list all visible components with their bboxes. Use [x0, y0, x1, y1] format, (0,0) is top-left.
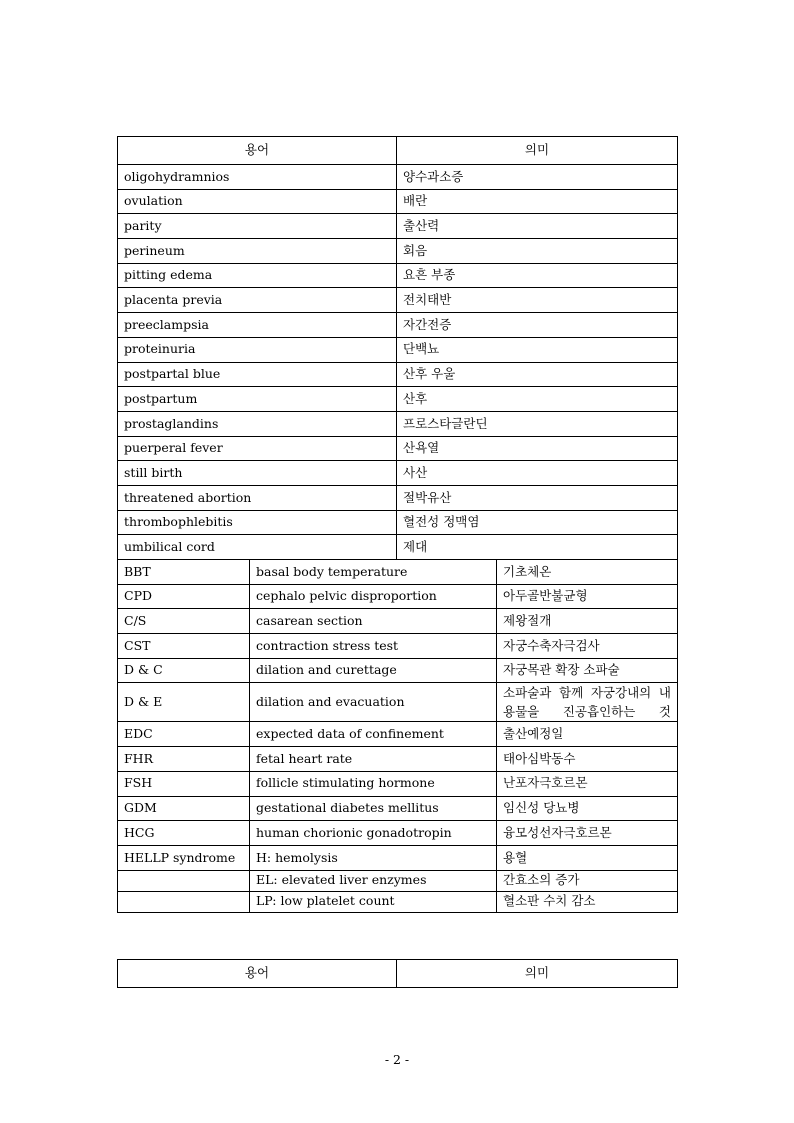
full-term-cell: casarean section	[250, 609, 497, 634]
meaning-cell: 자궁수축자극검사	[497, 634, 678, 659]
glossary-table-continued	[117, 959, 678, 988]
meaning-cell: 기초체온	[497, 560, 678, 585]
term-cell: pitting edema	[118, 263, 397, 288]
table-row	[118, 337, 678, 362]
header-term: 용어	[118, 960, 397, 988]
table-row	[118, 821, 678, 846]
meaning-cell: 혈전성 정맥염	[397, 510, 678, 535]
meaning-cell: 산후 우울	[397, 362, 678, 387]
abbreviation-cell: HCG	[118, 821, 250, 846]
table-row	[118, 683, 678, 722]
table-header-row	[118, 137, 678, 165]
meaning-cell: 출산력	[397, 214, 678, 239]
abbreviation-cell: D & C	[118, 658, 250, 683]
table-row	[118, 771, 678, 796]
meaning-cell: 양수과소증	[397, 165, 678, 190]
abbreviation-cell	[118, 891, 250, 912]
table-row	[118, 634, 678, 659]
meaning-cell: 절박유산	[397, 485, 678, 510]
term-cell: postpartal blue	[118, 362, 397, 387]
table-row	[118, 584, 678, 609]
table-row	[118, 387, 678, 412]
table-row	[118, 870, 678, 891]
abbreviation-cell: HELLP syndrome	[118, 845, 250, 870]
meaning-cell: 산후	[397, 387, 678, 412]
meaning-cell: 혈소판 수치 감소	[497, 891, 678, 912]
full-term-cell: contraction stress test	[250, 634, 497, 659]
meaning-cell: 단백뇨	[397, 337, 678, 362]
meaning-cell: 산욕열	[397, 436, 678, 461]
meaning-cell: 태아심박동수	[497, 747, 678, 772]
table-row	[118, 535, 678, 560]
table-row	[118, 436, 678, 461]
meaning-cell: 사산	[397, 461, 678, 486]
term-cell: still birth	[118, 461, 397, 486]
table-row	[118, 288, 678, 313]
meaning-cell: 전치태반	[397, 288, 678, 313]
meaning-cell: 자궁목관 확장 소파술	[497, 658, 678, 683]
table-row	[118, 609, 678, 634]
table-row	[118, 189, 678, 214]
table-row	[118, 239, 678, 264]
full-term-cell: dilation and curettage	[250, 658, 497, 683]
full-term-cell: H: hemolysis	[250, 845, 497, 870]
full-term-cell: fetal heart rate	[250, 747, 497, 772]
table-row	[118, 313, 678, 338]
meaning-cell: 제왕절개	[497, 609, 678, 634]
meaning-cell: 소파술과 함께 자궁강내의 내용물을 진공흡인하는 것	[497, 683, 678, 722]
term-cell: umbilical cord	[118, 535, 397, 560]
full-term-cell: human chorionic gonadotropin	[250, 821, 497, 846]
table-row	[118, 891, 678, 912]
table-row	[118, 510, 678, 535]
abbreviation-cell: GDM	[118, 796, 250, 821]
full-term-cell: cephalo pelvic disproportion	[250, 584, 497, 609]
header-term: 용어	[118, 137, 397, 165]
meaning-cell: 출산예정일	[497, 722, 678, 747]
abbreviation-cell: CST	[118, 634, 250, 659]
glossary-table	[117, 136, 678, 913]
abbreviation-cell: EDC	[118, 722, 250, 747]
table-row	[118, 845, 678, 870]
full-term-cell: expected data of confinement	[250, 722, 497, 747]
meaning-cell: 배란	[397, 189, 678, 214]
term-cell: threatened abortion	[118, 485, 397, 510]
term-cell: preeclampsia	[118, 313, 397, 338]
abbreviation-cell: FHR	[118, 747, 250, 772]
abbreviation-cell: BBT	[118, 560, 250, 585]
abbreviation-cell: FSH	[118, 771, 250, 796]
abbreviation-cell: CPD	[118, 584, 250, 609]
table-row	[118, 485, 678, 510]
full-term-cell: dilation and evacuation	[250, 683, 497, 722]
term-cell: thrombophlebitis	[118, 510, 397, 535]
term-cell: postpartum	[118, 387, 397, 412]
abbreviation-cell	[118, 870, 250, 891]
meaning-cell: 융모성선자극호르몬	[497, 821, 678, 846]
meaning-cell: 회음	[397, 239, 678, 264]
table-row	[118, 747, 678, 772]
full-term-cell: EL: elevated liver enzymes	[250, 870, 497, 891]
table-row	[118, 658, 678, 683]
table-row	[118, 165, 678, 190]
table-row	[118, 560, 678, 585]
meaning-cell: 용혈	[497, 845, 678, 870]
term-cell: proteinuria	[118, 337, 397, 362]
term-cell: puerperal fever	[118, 436, 397, 461]
term-cell: oligohydramnios	[118, 165, 397, 190]
term-cell: prostaglandins	[118, 411, 397, 436]
term-cell: ovulation	[118, 189, 397, 214]
header-meaning: 의미	[397, 960, 678, 988]
table-row	[118, 461, 678, 486]
table-row	[118, 722, 678, 747]
meaning-cell: 프로스타글란딘	[397, 411, 678, 436]
meaning-cell: 난포자극호르몬	[497, 771, 678, 796]
meaning-cell: 자간전증	[397, 313, 678, 338]
abbreviation-cell: D & E	[118, 683, 250, 722]
meaning-cell: 간효소의 증가	[497, 870, 678, 891]
full-term-cell: basal body temperature	[250, 560, 497, 585]
table-row	[118, 362, 678, 387]
meaning-cell: 제대	[397, 535, 678, 560]
page-number: - 2 -	[384, 1052, 410, 1067]
full-term-cell: gestational diabetes mellitus	[250, 796, 497, 821]
header-meaning: 의미	[397, 137, 678, 165]
table-row	[118, 214, 678, 239]
table-header-row	[118, 960, 678, 988]
table-row	[118, 411, 678, 436]
full-term-cell: LP: low platelet count	[250, 891, 497, 912]
meaning-cell: 아두골반불균형	[497, 584, 678, 609]
abbreviation-cell: C/S	[118, 609, 250, 634]
table-row	[118, 263, 678, 288]
term-cell: placenta previa	[118, 288, 397, 313]
term-cell: perineum	[118, 239, 397, 264]
meaning-cell: 요흔 부종	[397, 263, 678, 288]
term-cell: parity	[118, 214, 397, 239]
table-row	[118, 796, 678, 821]
full-term-cell: follicle stimulating hormone	[250, 771, 497, 796]
meaning-cell: 임신성 당뇨병	[497, 796, 678, 821]
